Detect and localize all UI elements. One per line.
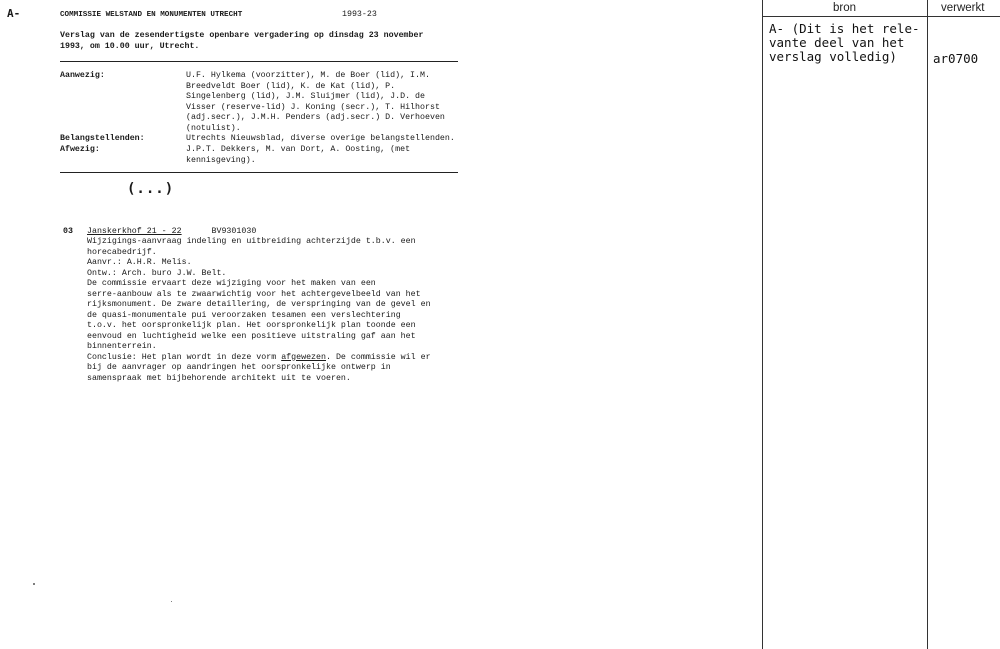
- document-title: [60, 31, 423, 52]
- omission-marker: (...): [127, 181, 175, 197]
- present-line: Singelenberg (lid), J.M. Sluijmer (lid), J.D. de: [186, 92, 425, 101]
- stakeholders-label: Belangstellenden:: [60, 134, 145, 143]
- bron-line: A- (Dit is het rele-: [769, 21, 920, 36]
- present-line: Breedveldt Boer (lid), K. de Kat (lid), P.: [186, 81, 396, 91]
- item-line: binnenterrein.: [87, 342, 157, 351]
- present-line: U.F. Hylkema (voorzitter), M. de Boer (lid), I.M.: [186, 71, 430, 80]
- absent-line: kennisgeving).: [186, 155, 256, 165]
- title-line: Verslag van de zesendertigste openbare vergadering op dinsdag 23 november: [60, 31, 424, 40]
- absent-line: J.P.T. Dekkers, M. van Dort, A. Oosting, (met: [186, 145, 411, 154]
- bron-line: vante deel van het: [769, 35, 905, 50]
- scan-speck: [171, 601, 172, 602]
- item-address: Janskerkhof 21 - 22: [87, 227, 182, 236]
- present-list: [186, 71, 445, 134]
- item-line: serre-aanbouw als te zwaarwichtig voor het achtergevelbeeld van het: [87, 289, 421, 299]
- absent-list: [186, 145, 410, 166]
- item-line: horecabedrijf.: [87, 247, 157, 257]
- item-line: de quasi-monumentale pui veroorzaken tesamen een verslechtering: [87, 310, 401, 320]
- present-line: (adj.secr.), J.M.H. Penders (adj.secr.) D. Verhoeven: [186, 113, 445, 122]
- column-header-verwerkt: verwerkt: [941, 2, 985, 14]
- column-header-bron: bron: [833, 2, 857, 14]
- item-line: rijksmonument. De zware detaillering, de verspringing van de gevel en: [87, 300, 431, 309]
- title-line: 1993, om 10.00 uur, Utrecht.: [60, 41, 200, 51]
- divider-bottom: [60, 172, 458, 173]
- section-marker: A-: [7, 7, 21, 20]
- present-line: Visser (reserve-lid) J. Koning (secr.), T. Hilhorst: [186, 102, 440, 112]
- item-body: [87, 237, 431, 384]
- verwerkt-code: ar0700: [933, 51, 979, 66]
- item-line: t.o.v. het oorspronkelijk plan. Het oorspronkelijk plan toonde een: [87, 321, 416, 330]
- conclusion-line: samenspraak met bijbehorende architekt uit te voeren.: [87, 373, 351, 383]
- column-divider-middle: [927, 0, 928, 649]
- absent-label: Afwezig:: [60, 145, 100, 154]
- item-line: De commissie ervaart deze wijziging voor het maken van een: [87, 279, 376, 288]
- conclusion-line: [87, 353, 431, 364]
- stakeholders-value: Utrechts Nieuwsblad, diverse overige belangstellenden.: [186, 134, 455, 143]
- header-divider: [762, 16, 1000, 17]
- present-label: Aanwezig:: [60, 71, 105, 80]
- bron-line: verslag volledig): [769, 49, 897, 64]
- item-line: Aanvr.: A.H.R. Melis.: [87, 258, 192, 267]
- conclusion-line: bij de aanvrager op aandringen het oorspronkelijke ontwerp in: [87, 363, 391, 372]
- bron-note: [769, 22, 920, 64]
- document-number: 1993-23: [342, 10, 377, 19]
- conclusion-prefix: Conclusie: Het plan wordt in deze vorm: [87, 352, 282, 362]
- item-code: BV9301030: [211, 227, 257, 236]
- conclusion-verdict: afgewezen: [281, 352, 326, 362]
- column-divider-left: [762, 0, 763, 649]
- divider-top: [60, 61, 458, 62]
- item-heading: [87, 227, 256, 238]
- item-number: 03: [63, 227, 73, 236]
- item-line: Wijzigings-aanvraag indeling en uitbreiding achterzijde t.b.v. een: [87, 237, 416, 246]
- conclusion-suffix: . De commissie wil er: [326, 352, 431, 362]
- document-header: COMMISSIE WELSTAND EN MONUMENTEN UTRECHT: [60, 11, 243, 19]
- scan-speck: [33, 583, 35, 585]
- present-line: (notulist).: [186, 123, 241, 133]
- item-line: eenvoud en luchtigheid welke een positieve uitstraling gaf aan het: [87, 331, 416, 341]
- item-line: Ontw.: Arch. buro J.W. Belt.: [87, 268, 227, 278]
